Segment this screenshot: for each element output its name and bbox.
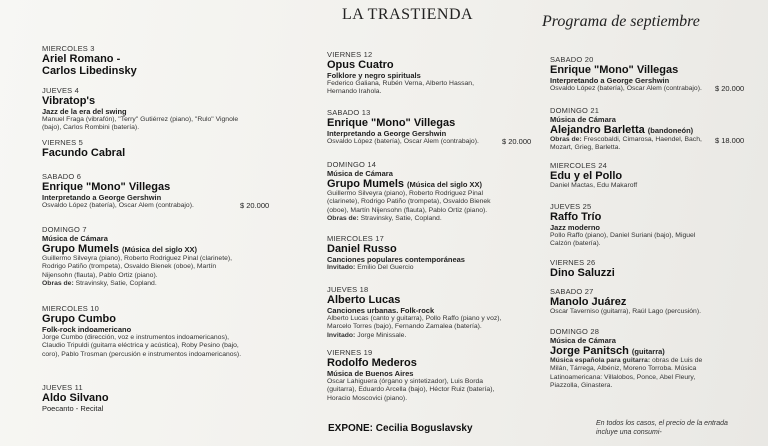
event-extra — [327, 264, 502, 272]
event-name — [550, 170, 715, 182]
event-genre: Interpretando a George Gershwin — [42, 193, 162, 202]
event-name-suffix: (Música del siglo XX) — [122, 245, 198, 254]
event-name-main: Manolo Juárez — [550, 296, 627, 308]
event-name-main: Ariel Romano - — [42, 53, 121, 65]
event-entry — [42, 138, 247, 159]
event-date: DOMINGO 21 — [550, 106, 600, 115]
event-name — [550, 124, 715, 136]
event-extra-label: Invitado: — [327, 331, 356, 339]
event-date: VIERNES 5 — [42, 138, 83, 147]
venue-title: LA TRASTIENDA — [342, 6, 474, 23]
event-name — [42, 313, 247, 325]
event-extra-label: Música española para guitarra: — [550, 357, 651, 364]
event-extra-text: Jorge Minissale. — [357, 331, 407, 339]
event-entry — [327, 285, 502, 340]
event-subtitle: Poecanto - Recital — [42, 404, 104, 413]
event-date: SABADO 27 — [550, 287, 594, 296]
event-genre: Canciones populares contemporáneas — [327, 255, 465, 264]
event-genre: Música de Cámara — [550, 336, 616, 345]
event-name-main: Aldo Silvano — [42, 392, 109, 404]
event-entry — [327, 108, 532, 146]
event-name — [327, 243, 502, 255]
price-note: En todos los casos, el precio de la entrada incluye una consumi- — [596, 420, 728, 436]
event-extra — [327, 332, 502, 340]
event-name — [42, 147, 247, 159]
event-date: MIERCOLES 3 — [42, 44, 95, 53]
event-name-main: Opus Cuatro — [327, 59, 394, 71]
event-genre: Canciones urbanas. Folk-rock — [327, 306, 435, 315]
event-name-main: Enrique "Mono" Villegas — [327, 117, 456, 129]
event-extra-text: Emilio Del Guercio — [357, 264, 414, 271]
event-name-suffix: (Música del siglo XX) — [407, 180, 483, 189]
event-extra-text: Frescobaldi, Cimarosa, Haendel, Bach, Mozart, Grieg, Barletta. — [550, 136, 702, 152]
event-extra — [550, 136, 715, 153]
event-extra-text: Stravinsky, Satie, Copland. — [360, 214, 442, 222]
event-extra-label: Obras de: — [550, 136, 582, 143]
exhibition-note: EXPONE: Cecilia Boguslavsky — [328, 423, 473, 434]
event-lineup: Oscar Taverniso (guitarra), Raúl Lago (percusión). — [550, 308, 701, 315]
event-name — [550, 64, 715, 76]
event-date: VIERNES 19 — [327, 348, 373, 357]
event-name-main: Jorge Panitsch — [550, 345, 629, 357]
event-date: DOMINGO 7 — [42, 225, 87, 234]
event-genre: Música de Cámara — [42, 234, 108, 243]
program-subtitle: Programa de septiembre — [542, 13, 700, 30]
event-entry — [550, 106, 745, 153]
event-date: DOMINGO 14 — [327, 160, 377, 169]
event-extra-label: Invitado: — [327, 264, 356, 271]
event-name-suffix: (bandoneón) — [647, 126, 694, 135]
event-extra — [327, 215, 502, 223]
event-genre: Jazz de la era del swing — [42, 107, 127, 116]
event-name — [42, 181, 247, 193]
event-name-main: Raffo Trío — [550, 211, 602, 223]
event-price: $ 20.000 — [502, 137, 532, 146]
event-entry — [327, 160, 502, 223]
event-name-main: Grupo Mumels — [42, 243, 120, 255]
event-name — [327, 357, 502, 369]
event-date: SABADO 20 — [550, 55, 594, 64]
event-entry — [550, 55, 745, 93]
event-name-main: Grupo Cumbo — [42, 313, 116, 325]
event-extra — [550, 357, 715, 390]
event-entry — [42, 172, 270, 210]
event-name-main: Grupo Mumels — [327, 178, 405, 190]
event-name — [550, 296, 715, 308]
event-entry — [550, 258, 715, 279]
event-name-main: Daniel Russo — [327, 243, 397, 255]
event-genre: Música de Buenos Aires — [327, 369, 414, 378]
event-entry — [550, 161, 715, 190]
event-lineup: Oscar Lahiguera (órgano y sintetizador), Luis Borda (guitarra), Eduardo Arcella (bajo), Héctor Ruiz (batería), Horacio Moscovici (piano). — [327, 378, 495, 402]
event-lineup: Daniel Mactas, Edu Makaroff — [550, 182, 638, 189]
event-name — [327, 117, 502, 129]
event-price: $ 20.000 — [715, 84, 745, 93]
event-genre: Folk-rock indoamericano — [42, 325, 132, 334]
event-extra-label: Obras de: — [42, 279, 74, 287]
event-lineup: Osvaldo López (batería), Oscar Alem (contrabajo). — [550, 85, 702, 92]
event-date: VIERNES 12 — [327, 50, 373, 59]
event-date: JUEVES 25 — [550, 202, 592, 211]
event-lineup: Alberto Lucas (canto y guitarra), Pollo Raffo (piano y voz), Marcelo Torres (bajo), Fernando Zamalea (batería). — [327, 315, 502, 331]
event-entry — [550, 327, 715, 390]
event-extra-text: Stravinsky, Satie, Copland. — [75, 279, 157, 287]
event-name — [327, 294, 502, 306]
event-date: MIERCOLES 24 — [550, 161, 608, 170]
event-name-suffix: (guitarra) — [631, 347, 665, 356]
event-name-main: Dino Saluzzi — [550, 267, 615, 279]
event-price: $ 18.000 — [715, 136, 745, 145]
event-genre: Música de Cámara — [327, 169, 393, 178]
event-name — [42, 53, 247, 65]
event-genre: Música de Cámara — [550, 115, 616, 124]
event-date: JUEVES 11 — [42, 383, 83, 392]
event-name-main: Vibratop's — [42, 95, 96, 107]
event-lineup: Jorge Cumbo (dirección, voz e instrumentos indoamericanos), Claudio Tripuldi (guitarra eléctrica y acústica), Roby Pesino (bajo, coro), Pablo Trosman (percusión e instrumentos indoamericanos). — [42, 334, 242, 358]
event-extra-label: Obras de: — [327, 214, 359, 222]
event-genre: Interpretando a George Gershwin — [327, 129, 447, 138]
event-name — [42, 95, 247, 107]
event-entry — [42, 225, 247, 288]
event-name — [327, 178, 502, 190]
event-name-main: Rodolfo Mederos — [327, 357, 417, 369]
event-entry — [327, 348, 502, 403]
event-genre: Interpretando a George Gershwin — [550, 76, 670, 85]
event-extra-text: obras de Luis de Milán, Tárrega, Albéniz, Moreno Torroba. Música Latinoamericana: Villalobos, Ponce, Abel Fleury, Piazzolla, Ginastera. — [550, 357, 703, 389]
event-extra — [42, 280, 247, 288]
event-lineup: Federico Galiana, Rubén Verna, Alberto Hassan, Hernando Irahola. — [327, 80, 474, 96]
event-entry — [42, 304, 247, 359]
event-entry — [42, 44, 247, 77]
event-entry — [42, 383, 247, 413]
event-name — [550, 345, 715, 357]
event-lineup: Osvaldo López (batería), Oscar Alem (contrabajo). — [327, 138, 479, 145]
event-date: SABADO 6 — [42, 172, 82, 181]
event-entry — [550, 202, 715, 249]
event-name-second: Carlos Libedinsky — [42, 65, 137, 77]
event-date: JUEVES 18 — [327, 285, 369, 294]
event-name-main: Edu y el Pollo — [550, 170, 623, 182]
event-lineup: Manuel Fraga (vibrafón), "Terry" Gutiérrez (piano), "Rulo" Vignole (bajo), Carlos Rombini (batería). — [42, 116, 239, 132]
event-date: VIERNES 26 — [550, 258, 596, 267]
event-name — [550, 211, 715, 223]
event-name-main: Alejandro Barletta — [550, 124, 645, 136]
event-date: MIERCOLES 10 — [42, 304, 100, 313]
event-lineup: Osvaldo López (batería), Oscar Alem (contrabajo). — [42, 202, 194, 209]
event-name-main: Enrique "Mono" Villegas — [550, 64, 679, 76]
event-name — [550, 267, 715, 279]
event-name — [42, 392, 247, 404]
event-entry — [42, 86, 247, 133]
event-date: DOMINGO 28 — [550, 327, 600, 336]
event-name — [42, 243, 247, 255]
event-entry — [550, 287, 715, 316]
event-entry — [327, 50, 502, 97]
event-name-main: Enrique "Mono" Villegas — [42, 181, 171, 193]
event-date: JUEVES 4 — [42, 86, 80, 95]
event-name-main: Facundo Cabral — [42, 147, 126, 159]
event-lineup: Guillermo Silveyra (piano), Roberto Rodriguez Pinal (clarinete), Rodrigo Patiño (trompeta), Osvaldo Bienek (oboe), Martín Nijensohn (flauta), Pablo Ortiz (piano). — [327, 190, 491, 214]
event-entry — [327, 234, 502, 272]
event-name — [327, 59, 502, 71]
event-price: $ 20.000 — [240, 201, 270, 210]
event-genre: Folklore y negro spirituals — [327, 71, 421, 80]
event-lineup: Guillermo Silveyra (piano), Roberto Rodriguez Pinal (clarinete), Rodrigo Patiño (trompeta), Osvaldo Bienek (oboe), Martín Nijensohn (flauta), Pablo Ortiz (piano). — [42, 255, 233, 279]
event-name-main: Alberto Lucas — [327, 294, 401, 306]
event-genre: Jazz moderno — [550, 223, 601, 232]
event-lineup: Pollo Raffo (piano), Daniel Suriani (bajo), Miguel Calzón (batería). — [550, 232, 696, 248]
event-date: MIERCOLES 17 — [327, 234, 385, 243]
event-date: SABADO 13 — [327, 108, 371, 117]
